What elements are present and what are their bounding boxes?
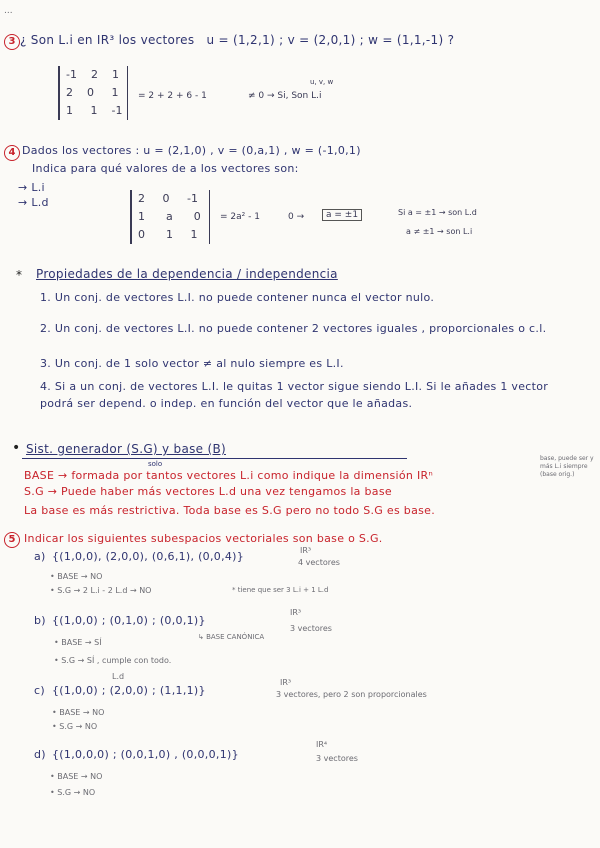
q4-ld: → L.d [18,196,49,209]
q4-line1: Dados los vectores : u = (2,1,0) , v = (0,a,1) , w = (-1,0,1) [22,144,361,157]
sist-base-line: BASE → formada por tantos vectores L.i como indique la dimensión IRⁿ [24,469,434,482]
q3-vectors: u = (1,2,1) ; v = (2,0,1) ; w = (1,1,-1) ? [206,33,455,47]
q5a-label: a) [34,550,46,563]
prop-item-3: 3. Un conj. de 1 solo vector ≠ al nulo siempre es L.I. [40,357,344,370]
q5d-sg: • S.G → NO [50,788,96,797]
matrix2-expression: = 2a² - 1 [220,212,260,222]
q5b-canonical: ↳ BASE CANÓNICA [198,633,265,641]
matrix1-row-1: -1 2 1 [66,68,119,81]
q4-line2: Indica para qué valores de a los vectores son: [32,162,299,175]
matrix1-annotation: u, v, w [310,78,334,86]
q4-li: → L.i [18,181,45,194]
q5c-space: IR³ [280,678,292,687]
q5d-label: d) [34,748,46,761]
matrix1-row-3: 1 1 -1 [66,104,123,117]
sist-solo: solo [148,460,163,468]
q5d-space: IR⁴ [316,740,328,749]
q5d-count: 3 vectores [316,754,358,763]
matrix1-result: ≠ 0 → Si, Son L.i [248,91,322,101]
corner-mark: ... [4,6,13,16]
matrix2-zero: 0 → [288,212,305,222]
q5-number: 5 [4,532,20,548]
q5d-base: • BASE → NO [50,772,103,781]
q5a-space: IR³ [300,546,312,555]
q5c-count: 3 vectores, pero 2 son proporcionales [276,690,427,699]
q4-case-ld: Si a = ±1 → son L.d [398,208,477,217]
q5a-sg: • S.G → 2 L.i - 2 L.d → NO [50,586,152,595]
props-title: Propiedades de la dependencia / independencia [36,267,338,281]
sist-bullet: • [12,440,21,456]
prop-item-2: 2. Un conj. de vectores L.I. no puede contener 2 vectores iguales , proporcionales o c.l. [40,322,547,335]
sist-underline [22,458,407,459]
q3-prefix: ¿ [20,33,27,47]
q5c-set: {(1,0,0) ; (2,0,0) ; (1,1,1)} [52,684,206,697]
q5b-count: 3 vectores [290,624,332,633]
sist-title: Sist. generador (S.G) y base (B) [26,442,226,456]
q5b-base: • BASE → SÍ [54,638,102,647]
matrix1-row-2: 2 0 1 [66,86,119,99]
q5a-base: • BASE → NO [50,572,103,581]
q4-number: 4 [4,145,20,161]
sist-restrictive: La base es más restrictiva. Toda base es S.G pero no todo S.G es base. [24,504,436,517]
matrix2-row-2: 1 a 0 [138,210,201,223]
determinant-1 [58,66,128,120]
prop-item-4: 4. Si a un conj. de vectores L.I. le quitas 1 vector sigue siendo L.I. Si le añades 1 vector podrá ser depend. o indep. en función del vector que le añadas. [40,380,549,410]
matrix2-row-1: 2 0 -1 [138,192,198,205]
q5b-label: b) [34,614,46,627]
q5c-sg: • S.G → NO [52,722,98,731]
matrix2-row-3: 0 1 1 [138,228,198,241]
matrix2-solution-box: a = ±1 [322,209,362,221]
q5b-space: IR³ [290,608,302,617]
sist-side-note: base, puede ser y más L.i siempre (base orig.) [540,455,594,478]
q5b-set: {(1,0,0) ; (0,1,0) ; (0,0,1)} [52,614,206,627]
q5c-label: c) [34,684,45,697]
q3-text: Son L.i en IR³ los vectores [30,33,195,47]
q5a-count: 4 vectores [298,558,340,567]
q3-question [20,33,454,47]
q5a-set: {(1,0,0), (2,0,0), (0,6,1), (0,0,4)} [52,550,245,563]
prop-item-1: 1. Un conj. de vectores L.I. no puede contener nunca el vector nulo. [40,291,435,304]
determinant-2 [130,190,210,244]
q5-title: Indicar los siguientes subespacios vectoriales son base o S.G. [24,532,383,545]
matrix1-expression: = 2 + 2 + 6 - 1 [138,91,207,101]
q5d-set: {(1,0,0,0) ; (0,0,1,0) , (0,0,0,1)} [52,748,239,761]
q5c-base: • BASE → NO [52,708,105,717]
q3-number: 3 [4,34,20,50]
q5c-ld: L.d [112,672,125,681]
props-star: * [16,268,23,282]
q5a-note: * tiene que ser 3 L.i + 1 L.d [232,586,329,594]
q4-case-li: a ≠ ±1 → son L.i [406,227,473,236]
q5b-sg: • S.G → SÍ , cumple con todo. [54,656,172,665]
sist-sg-line: S.G → Puede haber más vectores L.d una vez tengamos la base [24,485,392,498]
